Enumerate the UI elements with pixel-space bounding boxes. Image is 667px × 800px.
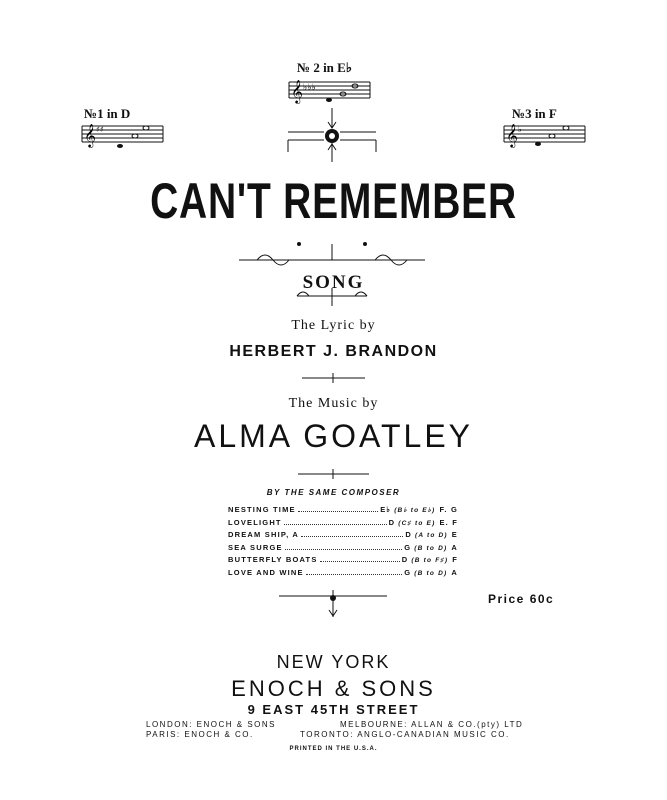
- publisher-city: NEW YORK: [276, 652, 391, 672]
- composer-name: ALMA GOATLEY: [193, 418, 474, 454]
- lyricist-name: HERBERT J. BRANDON: [229, 343, 438, 360]
- list-item: LOVELIGHT D (C♯ to E) E. F: [228, 517, 458, 527]
- same-composer-heading: BY THE SAME COMPOSER: [266, 488, 401, 497]
- divider-icon: [300, 372, 367, 384]
- branch-toronto: TORONTO: ANGLO-CANADIAN MUSIC CO.: [300, 730, 510, 739]
- list-item: SEA SURGE G (B to D) A: [228, 542, 458, 552]
- list-item: LOVE AND WINE G (B to D) A: [228, 567, 458, 577]
- music-credit-label: The Music by: [288, 396, 379, 411]
- svg-text:♭♭♭: ♭♭♭: [303, 83, 316, 93]
- list-item: NESTING TIME E♭ (B♭ to E♭) F. G: [228, 505, 458, 514]
- staff-no1-icon: [80, 122, 165, 148]
- svg-text:𝄞: 𝄞: [506, 123, 518, 147]
- key-label-no1: №1 in D: [84, 106, 131, 121]
- svg-text:𝄞: 𝄞: [84, 123, 96, 147]
- list-item: DREAM SHIP, A D (A to D) E: [228, 530, 458, 539]
- svg-text:♭: ♭: [518, 125, 522, 134]
- bottom-ornament-icon: [277, 590, 389, 618]
- lyric-credit-label: The Lyric by: [291, 318, 376, 333]
- same-composer-list: [228, 505, 458, 580]
- branch-paris: PARIS: ENOCH & CO.: [146, 730, 254, 739]
- svg-text:♯♯: ♯♯: [96, 125, 104, 134]
- staff-no3-icon: [502, 122, 587, 148]
- key-label-no3: №3 in F: [512, 106, 557, 121]
- printed-notice: PRINTED IN THE U.S.A.: [289, 746, 378, 752]
- price-label: Price 60c: [488, 592, 555, 606]
- svg-text:𝄞: 𝄞: [291, 79, 303, 103]
- publisher-address: 9 EAST 45TH STREET: [247, 702, 420, 717]
- key-label-no2: № 2 in E♭: [297, 60, 352, 75]
- branch-melbourne: MELBOURNE: ALLAN & CO.(pty) LTD: [340, 720, 524, 729]
- list-item: BUTTERFLY BOATS D (B to F♯) F: [228, 555, 458, 564]
- song-subtitle: SONG: [302, 272, 365, 293]
- publisher-name: ENOCH & SONS: [231, 676, 436, 701]
- staff-no2-icon: [287, 76, 372, 104]
- top-ornament-icon: [280, 108, 385, 164]
- divider-icon: [296, 468, 371, 480]
- song-title: CAN'T REMEMBER: [150, 173, 517, 229]
- branch-london: LONDON: ENOCH & SONS: [146, 720, 277, 729]
